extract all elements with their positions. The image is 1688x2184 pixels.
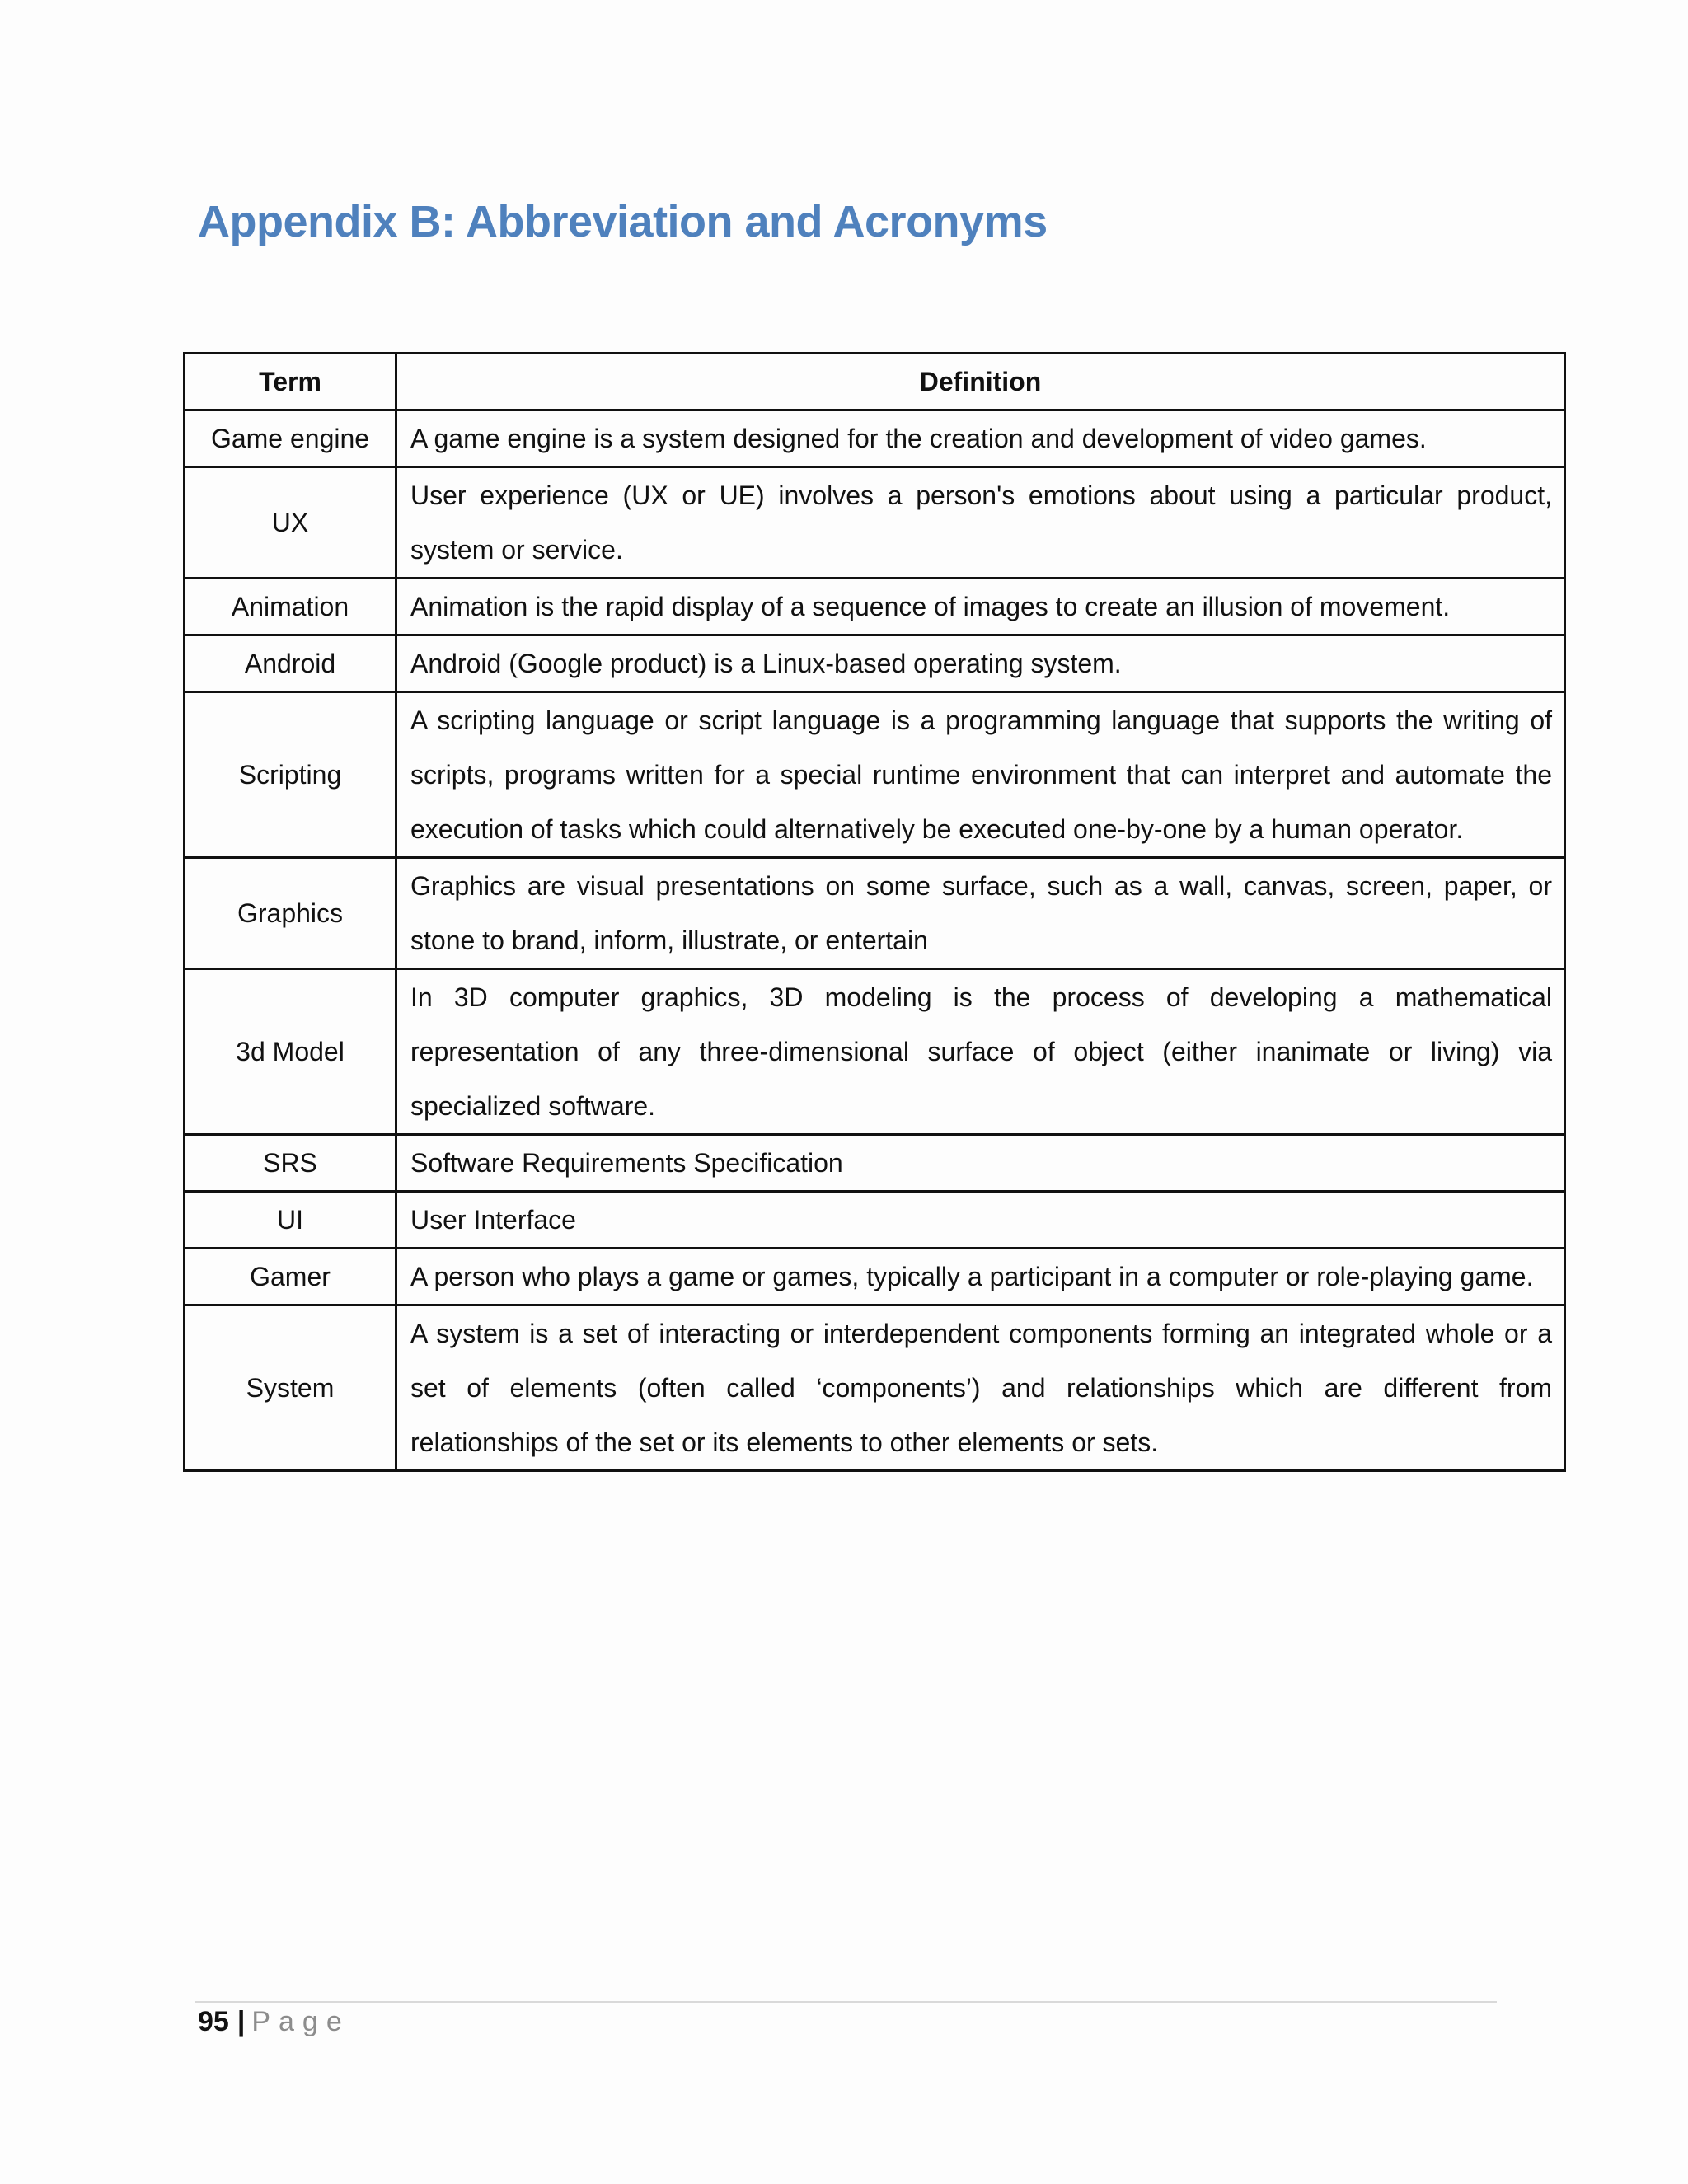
table-row <box>185 1192 1565 1249</box>
table-row <box>185 1305 1565 1471</box>
term-cell: Android <box>185 635 396 692</box>
definition-cell: Software Requirements Specification <box>396 1135 1565 1192</box>
term-cell: Gamer <box>185 1249 396 1305</box>
definition-cell: A person who plays a game or games, typically a participant in a computer or role-playing game. <box>396 1249 1565 1305</box>
term-cell: Scripting <box>185 692 396 858</box>
term-column-header: Term <box>185 354 396 410</box>
term-cell: 3d Model <box>185 969 396 1135</box>
definition-cell: A scripting language or script language is a programming language that supports the writing of scripts, programs written for a special runtime environment that can interpret and automate the execution of tasks which could alternatively be executed one-by-one by a human operator. <box>396 692 1565 858</box>
term-cell: UX <box>185 467 396 579</box>
definition-cell: Graphics are visual presentations on some surface, such as a wall, canvas, screen, paper, or stone to brand, inform, illustrate, or entertain <box>396 858 1565 969</box>
term-cell: SRS <box>185 1135 396 1192</box>
table-row <box>185 635 1565 692</box>
definition-cell: In 3D computer graphics, 3D modeling is the process of developing a mathematical representation of any three-dimensional surface of object (either inanimate or living) via specialized software. <box>396 969 1565 1135</box>
abbreviations-table <box>183 352 1566 1472</box>
definition-cell: A game engine is a system designed for the creation and development of video games. <box>396 410 1565 467</box>
definition-cell: Animation is the rapid display of a sequence of images to create an illusion of movement. <box>396 579 1565 635</box>
table-row <box>185 1249 1565 1305</box>
definition-cell: Android (Google product) is a Linux-based operating system. <box>396 635 1565 692</box>
table-row <box>185 579 1565 635</box>
page-footer <box>198 2006 350 2038</box>
term-cell: Game engine <box>185 410 396 467</box>
definition-cell: User experience (UX or UE) involves a person's emotions about using a particular product, system or service. <box>396 467 1565 579</box>
page-label: Page <box>251 2006 350 2037</box>
definition-column-header: Definition <box>396 354 1565 410</box>
table-row <box>185 467 1565 579</box>
definition-cell: A system is a set of interacting or interdependent components forming an integrated whole or a set of elements (often called ‘components’) and relationships which are different from relationships of the set or its elements to other elements or sets. <box>396 1305 1565 1471</box>
page-number: 95 <box>198 2006 229 2037</box>
term-cell: UI <box>185 1192 396 1249</box>
footer-separator: | <box>237 2006 246 2037</box>
table-header-row <box>185 354 1565 410</box>
page-title: Appendix B: Abbreviation and Acronyms <box>198 197 1048 246</box>
table-row <box>185 410 1565 467</box>
table-row <box>185 969 1565 1135</box>
table-row <box>185 858 1565 969</box>
table-row <box>185 1135 1565 1192</box>
table-row <box>185 692 1565 858</box>
term-cell: Graphics <box>185 858 396 969</box>
footer-divider <box>195 2001 1497 2003</box>
term-cell: Animation <box>185 579 396 635</box>
term-cell: System <box>185 1305 396 1471</box>
definition-cell: User Interface <box>396 1192 1565 1249</box>
